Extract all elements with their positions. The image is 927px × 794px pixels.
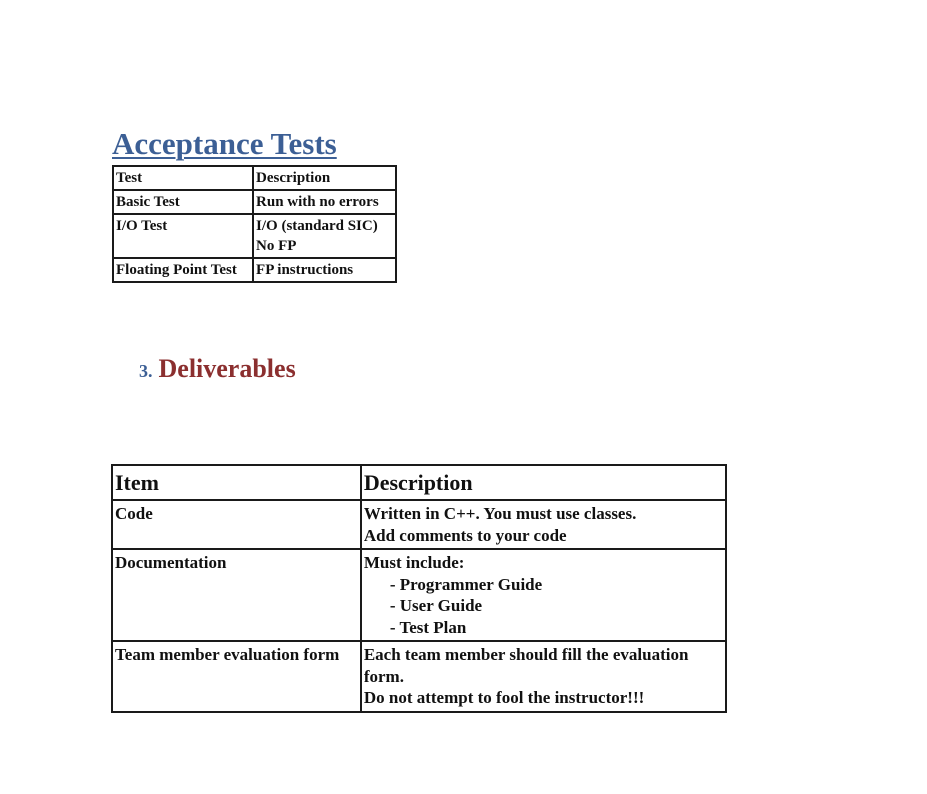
description-line: Must include: <box>363 553 465 572</box>
bullet-item: - Test Plan <box>389 617 467 637</box>
acceptance-tests-table <box>112 165 397 283</box>
table-header-row <box>112 465 726 500</box>
item-description <box>361 500 726 549</box>
description-line: Add comments to your code <box>363 525 567 545</box>
table-row <box>112 641 726 712</box>
deliverables-table <box>111 464 727 713</box>
item-description <box>361 549 726 641</box>
description-line: Each team member should fill the evaluation <box>363 645 689 664</box>
table-row <box>112 500 726 549</box>
header-description: Description <box>253 166 396 190</box>
item-name: Code <box>112 500 361 549</box>
table-row <box>113 214 396 258</box>
test-description <box>253 258 396 282</box>
test-description <box>253 214 396 258</box>
table-row <box>112 549 726 641</box>
header-description: Description <box>361 465 726 500</box>
acceptance-tests-heading: Acceptance Tests <box>112 126 337 161</box>
description-line: form. <box>363 666 404 686</box>
test-name: Basic Test <box>113 190 253 214</box>
test-name: I/O Test <box>113 214 253 258</box>
item-description <box>361 641 726 712</box>
description-line: FP instructions <box>256 262 354 278</box>
header-item: Item <box>112 465 361 500</box>
description-line: Do not attempt to fool the instructor!!! <box>363 688 645 707</box>
table-row <box>113 258 396 282</box>
item-name: Documentation <box>112 549 361 641</box>
test-description <box>253 190 396 214</box>
description-line: Run with no errors <box>256 194 379 210</box>
test-name: Floating Point Test <box>113 258 253 282</box>
section-number: 3. <box>139 361 153 381</box>
bullet-item: - Programmer Guide <box>389 574 543 594</box>
table-header-row <box>113 166 396 190</box>
item-name: Team member evaluation form <box>112 641 361 712</box>
deliverables-heading <box>139 352 296 388</box>
description-line: I/O (standard SIC) <box>256 218 378 234</box>
description-line: No FP <box>256 238 297 254</box>
section-title: Deliverables <box>158 354 296 383</box>
table-row <box>113 190 396 214</box>
header-test: Test <box>113 166 253 190</box>
bullet-item: - User Guide <box>389 596 483 615</box>
description-line: Written in C++. You must use classes. <box>363 504 637 523</box>
